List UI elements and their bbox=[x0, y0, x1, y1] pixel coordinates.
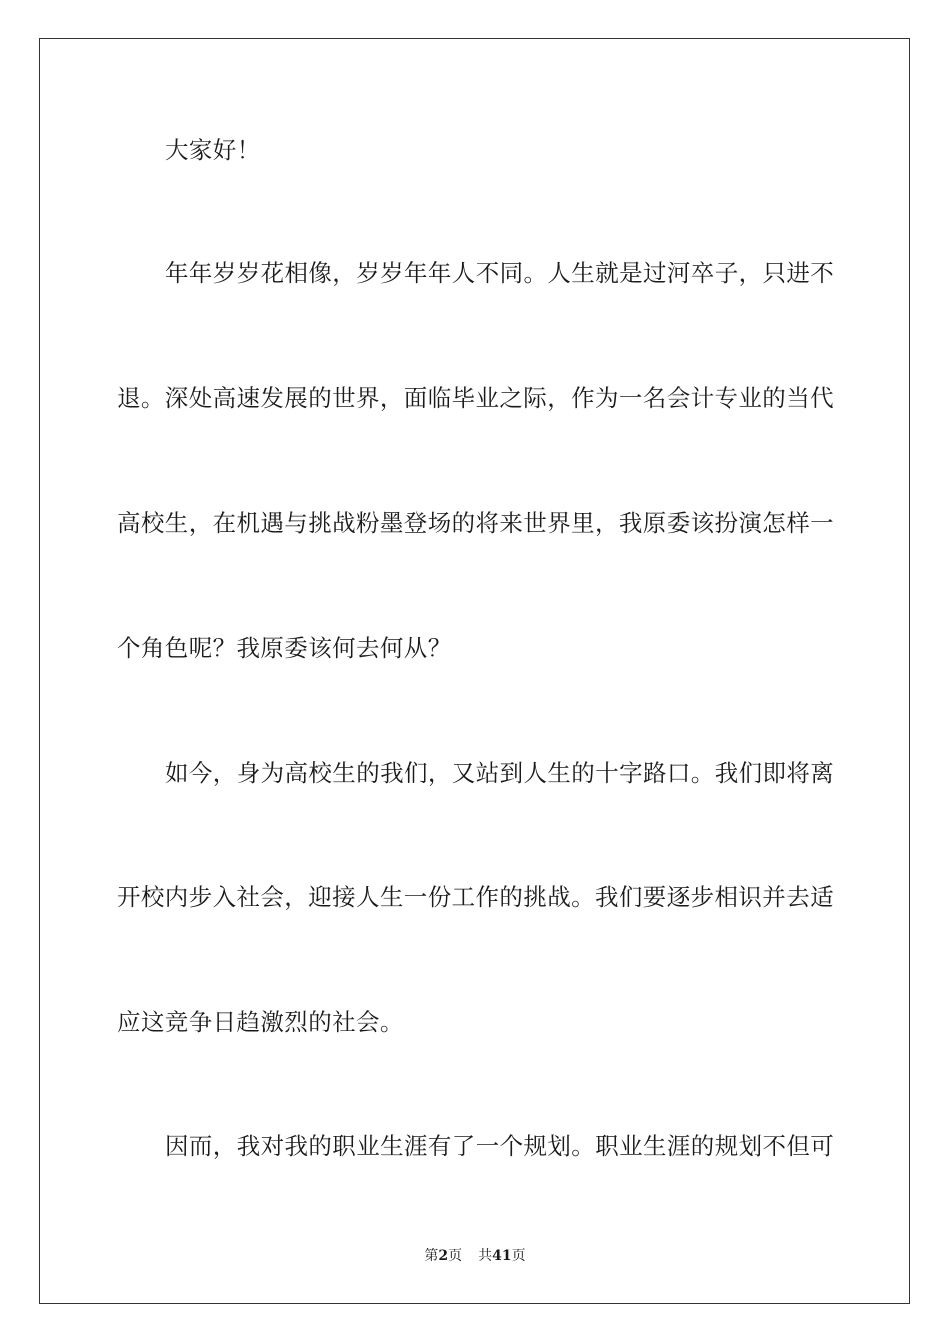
paragraph-2-line-2: 开校内步入社会，迎接人生一份工作的挑战。我们要逐步相识并去适 bbox=[117, 883, 834, 911]
page-prefix: 第 bbox=[424, 1248, 439, 1264]
paragraph-1-line-3: 高校生，在机遇与挑战粉墨登场的将来世界里，我原委该扮演怎样一 bbox=[117, 509, 834, 537]
paragraph-1-line-1: 年年岁岁花相像，岁岁年年人不同。人生就是过河卒子，只进不 bbox=[165, 259, 835, 287]
paragraph-1-line-4: 个角色呢？我原委该何去何从？ bbox=[117, 634, 452, 662]
page-number: 2 bbox=[438, 1248, 449, 1264]
paragraph-3-line-1: 因而，我对我的职业生涯有了一个规划。职业生涯的规划不但可 bbox=[165, 1132, 835, 1160]
total-pages: 41 bbox=[492, 1248, 512, 1264]
paragraph-2-line-3: 应这竞争日趋激烈的社会。 bbox=[117, 1008, 404, 1036]
total-prefix: 共 bbox=[478, 1248, 493, 1264]
page-footer bbox=[0, 1246, 950, 1266]
greeting-line: 大家好！ bbox=[165, 136, 261, 164]
paragraph-2-line-1: 如今，身为高校生的我们，又站到人生的十字路口。我们即将离 bbox=[165, 759, 835, 787]
paragraph-1-line-2: 退。深处高速发展的世界，面临毕业之际，作为一名会计专业的当代 bbox=[117, 384, 834, 412]
page-border bbox=[39, 38, 910, 1304]
page-suffix: 页 bbox=[448, 1248, 463, 1264]
total-suffix: 页 bbox=[511, 1248, 526, 1264]
